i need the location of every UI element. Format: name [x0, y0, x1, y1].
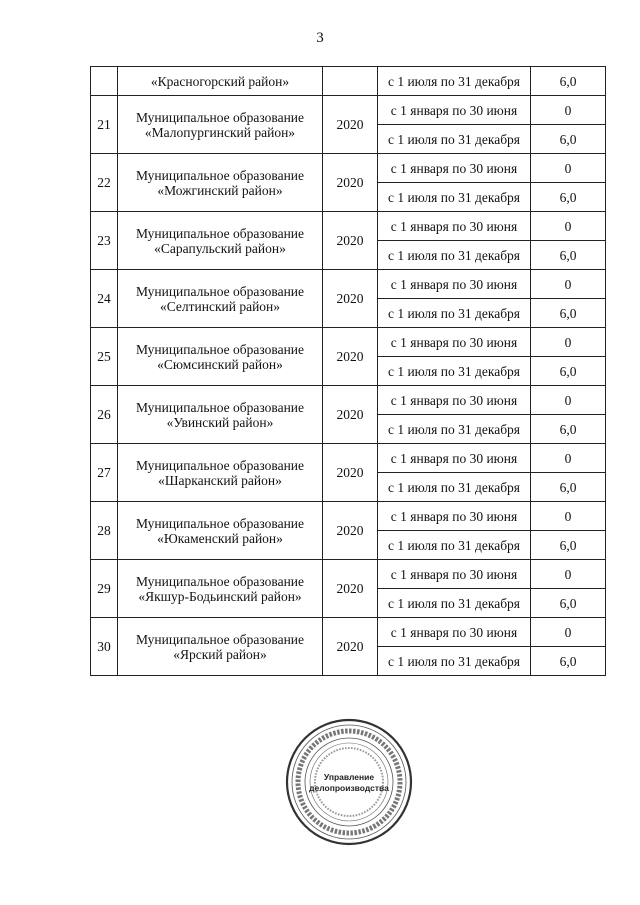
year-cell: 2020 — [323, 386, 378, 444]
rate-cell: 0 — [531, 154, 606, 183]
year-cell: 2020 — [323, 328, 378, 386]
row-number-cell: 25 — [91, 328, 118, 386]
year-cell: 2020 — [323, 154, 378, 212]
district-name: «Сюмсинский район» — [157, 356, 283, 372]
seal-center-line-1: Управление — [323, 772, 375, 782]
organization-cell — [118, 328, 323, 386]
rate-cell: 6,0 — [531, 299, 606, 328]
organization-prefix: Муниципальное образование — [135, 225, 305, 241]
row-number-cell: 28 — [91, 502, 118, 560]
year-cell: 2020 — [323, 444, 378, 502]
rate-cell: 6,0 — [531, 647, 606, 676]
table-row — [91, 154, 606, 183]
rate-cell: 6,0 — [531, 415, 606, 444]
district-name: «Можгинский район» — [157, 182, 283, 198]
period-cell: с 1 января по 30 июня — [378, 212, 531, 241]
organization-cell — [118, 96, 323, 154]
page-number: 3 — [316, 30, 324, 46]
organization-cell — [118, 502, 323, 560]
table-row — [91, 444, 606, 473]
rates-table-body — [91, 67, 606, 676]
year-cell: 2020 — [323, 96, 378, 154]
rate-cell: 0 — [531, 386, 606, 415]
row-number-cell: 21 — [91, 96, 118, 154]
period-cell: с 1 июля по 31 декабря — [378, 67, 531, 96]
rate-cell: 0 — [531, 618, 606, 647]
seal-center-line-2: делопроизводства — [309, 783, 389, 793]
rate-cell: 6,0 — [531, 531, 606, 560]
district-name: «Шарканский район» — [158, 472, 282, 488]
table-row — [91, 328, 606, 357]
rate-cell: 0 — [531, 502, 606, 531]
rate-cell: 6,0 — [531, 473, 606, 502]
year-cell: 2020 — [323, 212, 378, 270]
organization-prefix: Муниципальное образование — [135, 167, 305, 183]
organization-cell — [118, 270, 323, 328]
rate-cell: 6,0 — [531, 589, 606, 618]
rate-cell: 6,0 — [531, 357, 606, 386]
rate-cell: 0 — [531, 96, 606, 125]
period-cell: с 1 июля по 31 декабря — [378, 531, 531, 560]
district-name: «Сарапульский район» — [154, 240, 286, 256]
organization-prefix: Муниципальное образование — [135, 283, 305, 299]
period-cell: с 1 июля по 31 декабря — [378, 589, 531, 618]
period-cell: с 1 июля по 31 декабря — [378, 357, 531, 386]
organization-cell — [118, 212, 323, 270]
period-cell: с 1 января по 30 июня — [378, 270, 531, 299]
row-number-cell: 22 — [91, 154, 118, 212]
rate-cell: 0 — [531, 328, 606, 357]
organization-prefix: Муниципальное образование — [135, 109, 305, 125]
period-cell: с 1 июля по 31 декабря — [378, 183, 531, 212]
organization-cell — [118, 386, 323, 444]
period-cell: с 1 января по 30 июня — [378, 618, 531, 647]
rate-cell: 6,0 — [531, 125, 606, 154]
period-cell: с 1 июля по 31 декабря — [378, 473, 531, 502]
district-name: «Якшур-Бодьинский район» — [138, 588, 302, 604]
period-cell: с 1 января по 30 июня — [378, 154, 531, 183]
organization-cell — [118, 154, 323, 212]
organization-prefix: Муниципальное образование — [135, 457, 305, 473]
district-name: «Селтинский район» — [159, 298, 281, 314]
rate-cell: 0 — [531, 212, 606, 241]
organization-cell — [118, 560, 323, 618]
period-cell: с 1 июля по 31 декабря — [378, 415, 531, 444]
table-row — [91, 270, 606, 299]
district-name: «Ярский район» — [173, 646, 267, 662]
period-cell: с 1 июля по 31 декабря — [378, 647, 531, 676]
organization-cell: «Красногорский район» — [118, 67, 323, 96]
table-row — [91, 618, 606, 647]
district-name: «Увинский район» — [166, 414, 274, 430]
table-row-carryover — [91, 67, 606, 96]
rate-cell: 0 — [531, 560, 606, 589]
table-row — [91, 96, 606, 125]
organization-prefix: Муниципальное образование — [135, 341, 305, 357]
period-cell: с 1 июля по 31 декабря — [378, 125, 531, 154]
year-cell: 2020 — [323, 502, 378, 560]
organization-prefix: Муниципальное образование — [135, 631, 305, 647]
rate-cell: 6,0 — [531, 241, 606, 270]
table-row — [91, 386, 606, 415]
organization-prefix: Муниципальное образование — [135, 399, 305, 415]
year-cell: 2020 — [323, 618, 378, 676]
rate-cell: 0 — [531, 270, 606, 299]
row-number-cell — [91, 67, 118, 96]
table-row — [91, 502, 606, 531]
rate-cell: 0 — [531, 444, 606, 473]
period-cell: с 1 января по 30 июня — [378, 96, 531, 125]
period-cell: с 1 июля по 31 декабря — [378, 241, 531, 270]
table-row — [91, 560, 606, 589]
rate-cell: 6,0 — [531, 183, 606, 212]
period-cell: с 1 января по 30 июня — [378, 328, 531, 357]
period-cell: с 1 января по 30 июня — [378, 560, 531, 589]
period-cell: с 1 января по 30 июня — [378, 444, 531, 473]
year-cell: 2020 — [323, 270, 378, 328]
organization-cell — [118, 444, 323, 502]
organization-prefix: Муниципальное образование — [135, 515, 305, 531]
row-number-cell: 23 — [91, 212, 118, 270]
row-number-cell: 24 — [91, 270, 118, 328]
row-number-cell: 29 — [91, 560, 118, 618]
table-row — [91, 212, 606, 241]
organization-cell — [118, 618, 323, 676]
organization-prefix: Муниципальное образование — [135, 573, 305, 589]
district-name: «Малопургинский район» — [144, 124, 296, 140]
district-name: «Юкаменский район» — [157, 530, 283, 546]
official-seal-stamp — [283, 716, 415, 848]
rates-table — [90, 66, 606, 676]
year-cell — [323, 67, 378, 96]
period-cell: с 1 июля по 31 декабря — [378, 299, 531, 328]
row-number-cell: 27 — [91, 444, 118, 502]
rate-cell: 6,0 — [531, 67, 606, 96]
row-number-cell: 30 — [91, 618, 118, 676]
period-cell: с 1 января по 30 июня — [378, 386, 531, 415]
row-number-cell: 26 — [91, 386, 118, 444]
period-cell: с 1 января по 30 июня — [378, 502, 531, 531]
year-cell: 2020 — [323, 560, 378, 618]
